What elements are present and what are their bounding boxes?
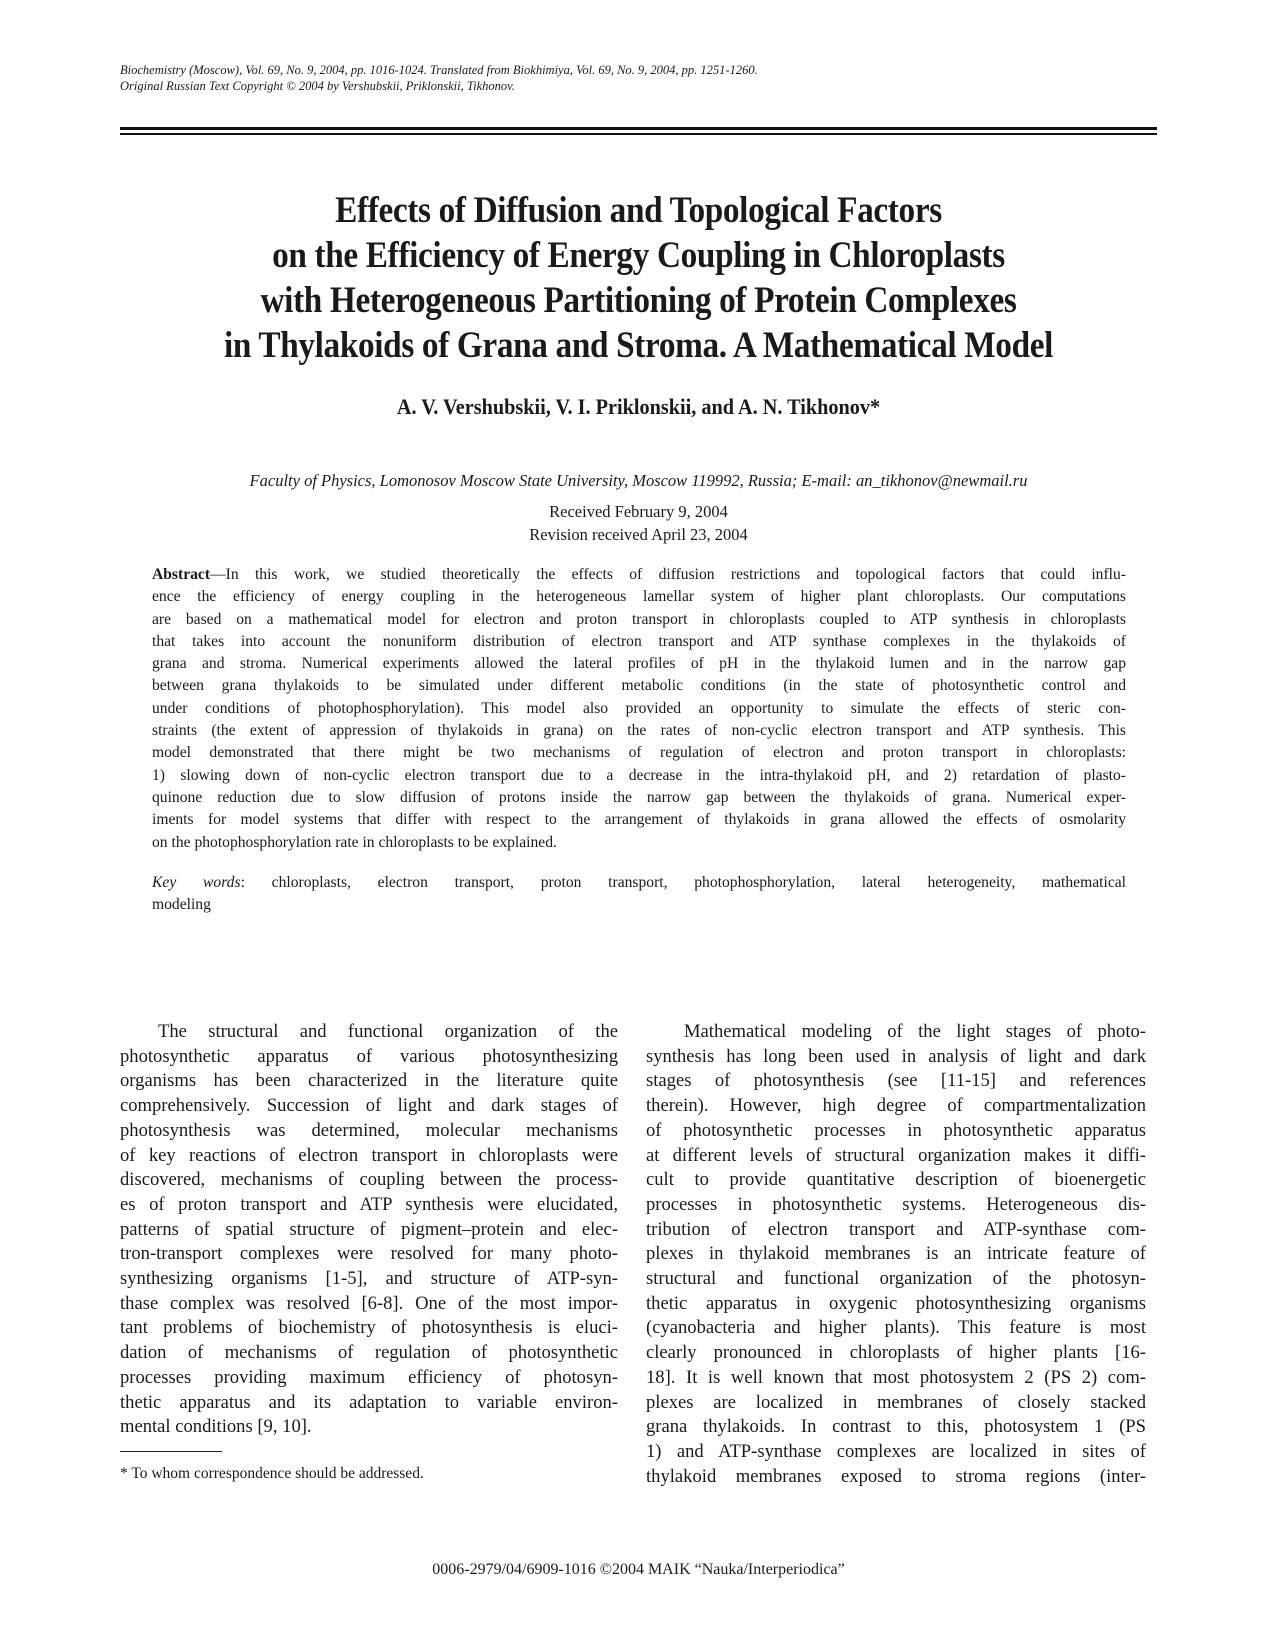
body-line: clearly pronounced in chloroplasts of higher plants [16- [646,1342,1146,1364]
title-line: Effects of Diffusion and Topological Factors [335,190,942,231]
abstract-line: ence the efficiency of energy coupling in the heterogeneous lamellar system of higher plant chloroplasts. Our computations [152,588,1126,606]
body-line: structural and functional organization of the photosyn- [646,1268,1146,1290]
author-list: A. V. Vershubskii, V. I. Priklonskii, and A. N. Tikhonov* [396,394,881,419]
body-line: processes in photosynthetic systems. Heterogeneous dis- [646,1193,1146,1215]
footnote-divider [120,1451,222,1452]
paper-title [172,188,1105,368]
abstract-line: Abstract—In this work, we studied theoretically the effects of diffusion restrictions and topological factors that could influ- [152,566,1126,583]
journal-header [120,62,1160,94]
body-line: stages of photosynthesis (see [11-15] and references [646,1070,1146,1092]
body-line: of photosynthetic processes in photosynthetic apparatus [646,1119,1146,1141]
body-line: synthesis has long been used in analysis of light and dark [646,1045,1146,1067]
body-line: dation of mechanisms of regulation of photosynthetic [120,1342,618,1364]
body-line: cult to provide quantitative description of bioenergetic [646,1169,1146,1191]
body-line: organisms has been characterized in the literature quite [120,1070,618,1092]
title-line: on the Efficiency of Energy Coupling in Chloroplasts [272,235,1005,276]
body-column-right [646,1020,1146,1489]
header-rule-bottom [120,133,1157,135]
body-line: discovered, mechanisms of coupling between the process- [120,1169,618,1191]
body-line: thetic apparatus and its adaptation to variable environ- [120,1391,618,1413]
body-line: mental conditions [9, 10]. [120,1416,312,1438]
body-line: es of proton transport and ATP synthesis were elucidated, [120,1193,618,1215]
body-line: patterns of spatial structure of pigment–protein and elec- [120,1218,618,1240]
abstract-line: grana and stroma. Numerical experiments allowed the lateral profiles of pH in the thylakoid lumen and in the narrow gap [152,655,1126,673]
header-copyright: Original Russian Text Copyright © 2004 by Vershubskii, Priklonskii, Tikhonov. [120,79,515,93]
header-citation: Biochemistry (Moscow), Vol. 69, No. 9, 2004, pp. 1016-1024. Translated from Biokhimiya, Vol. 69, No. 9, 2004, pp. 1251-1260. [120,63,758,77]
body-line: tron-transport complexes were resolved for many photo- [120,1243,618,1265]
body-line: thylakoid membranes exposed to stroma regions (inter- [646,1465,1146,1487]
body-line: at different levels of structural organization makes it diffi- [646,1144,1146,1166]
body-line: 1) and ATP-synthase complexes are localized in sites of [646,1440,1146,1462]
keywords [152,872,1126,917]
body-line: (cyanobacteria and higher plants). This feature is most [646,1317,1146,1339]
body-line: comprehensively. Succession of light and dark stages of [120,1095,618,1117]
received-date: Received February 9, 2004 [549,502,728,521]
body-line: tant problems of biochemistry of photosynthesis is eluci- [120,1317,618,1339]
body-line: plexes in thylakoid membranes is an intricate feature of [646,1243,1146,1265]
revision-date: Revision received April 23, 2004 [529,525,748,544]
abstract-line: quinone reduction due to slow diffusion of protons inside the narrow gap between the thylakoids of grana. Numerical exper- [152,788,1126,806]
keywords-line: modeling [152,896,211,914]
body-line: Mathematical modeling of the light stages of photo- [684,1021,1146,1042]
body-line: tribution of electron transport and ATP-synthase com- [646,1218,1146,1240]
affiliation: Faculty of Physics, Lomonosov Moscow State University, Moscow 119992, Russia; E-mail: an_tikhonov@newmail.ru [249,471,1028,490]
abstract-line: between grana thylakoids to be simulated under different metabolic conditions (in the state of photosynthetic control and [152,677,1126,695]
abstract-line: that takes into account the nonuniform distribution of electron transport and ATP synthase complexes in the thylakoids of [152,632,1126,650]
header-rule-top [120,127,1157,130]
abstract-line: iments for model systems that differ with respect to the arrangement of thylakoids in grana allowed the effects of osmolarity [152,811,1126,829]
abstract-line: under conditions of photophosphorylation). This model also provided an opportunity to simulate the effects of steric con- [152,699,1126,717]
abstract-line: model demonstrated that there might be two mechanisms of regulation of electron and proton transport in chloroplasts: [152,744,1126,762]
abstract-label: Abstract [152,566,211,583]
body-line: thetic apparatus in oxygenic photosynthesizing organisms [646,1292,1146,1314]
keywords-label: Key words [152,874,241,891]
body-line: processes providing maximum efficiency of photosyn- [120,1366,618,1388]
body-line: plexes are localized in membranes of closely stacked [646,1391,1146,1413]
title-line: with Heterogeneous Partitioning of Protein Complexes [260,280,1017,321]
body-line: photosynthetic apparatus of various photosynthesizing [120,1045,618,1067]
body-line: 18]. It is well known that most photosystem 2 (PS 2) com- [646,1366,1146,1388]
body-line: grana thylakoids. In contrast to this, photosystem 1 (PS [646,1416,1146,1438]
body-line: photosynthesis was determined, molecular mechanisms [120,1119,618,1141]
abstract [152,564,1126,854]
abstract-line: on the photophosphorylation rate in chloroplasts to be explained. [152,833,557,851]
footnote: * To whom correspondence should be addressed. [120,1465,424,1482]
body-line: thase complex was resolved [6-8]. One of the most impor- [120,1292,618,1314]
received-dates [120,500,1157,546]
abstract-line: 1) slowing down of non-cyclic electron transport due to a decrease in the intra-thylakoid pH, and 2) retardation of plasto- [152,766,1126,784]
page-footer: 0006-2979/04/6909-1016 ©2004 MAIK “Nauka/Interperiodica” [432,1561,845,1578]
title-line: in Thylakoids of Grana and Stroma. A Mathematical Model [223,325,1054,366]
body-column-left [120,1020,618,1440]
keywords-line: Key words: chloroplasts, electron transport, proton transport, photophosphorylation, lateral heterogeneity, mathematical [152,874,1126,891]
body-line: synthesizing organisms [1-5], and structure of ATP-syn- [120,1268,618,1290]
body-line: The structural and functional organization of the [158,1021,618,1042]
abstract-line: are based on a mathematical model for electron and proton transport in chloroplasts coupled to ATP synthesis in chloroplasts [152,610,1126,628]
body-line: therein). However, high degree of compartmentalization [646,1095,1146,1117]
body-line: of key reactions of electron transport in chloroplasts were [120,1144,618,1166]
abstract-line: straints (the extent of appression of thylakoids in grana) on the rates of non-cyclic electron transport and ATP synthesis. This [152,722,1126,740]
